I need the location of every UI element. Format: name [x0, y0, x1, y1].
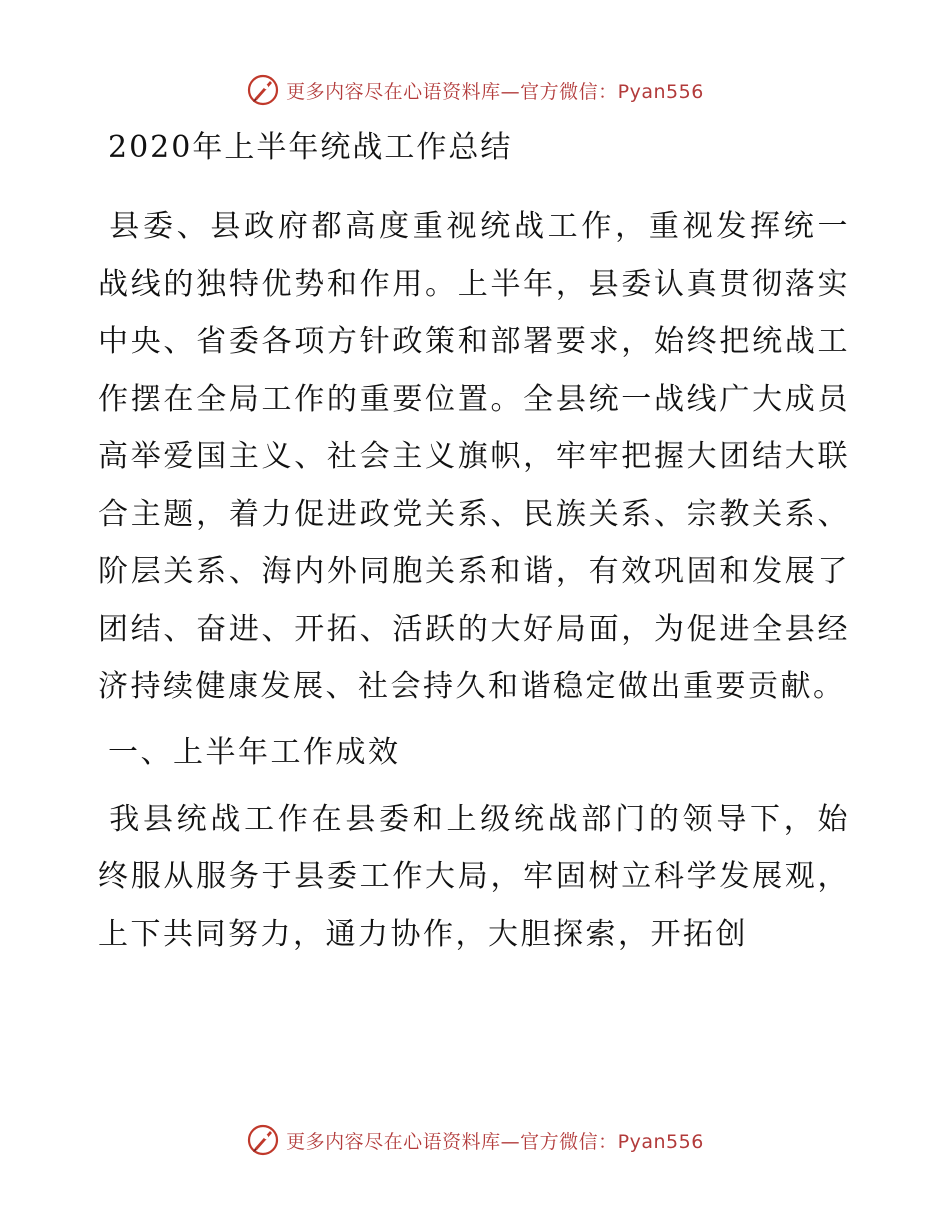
paragraph-text: 县委、县政府都高度重视统战工作，重视发挥统一战线的独特优势和作用。上半年，县委认真贯彻落实中央、省委各项方针政策和部署要求，始终把统战工作摆在全局工作的重要位置。全县统一战线广大成员高举爱国主义、社会主义旗帜，牢牢把握大团结大联合主题，着力促进政党关系、民族关系、宗教关系、阶层关系、海内外同胞关系和谐，有效巩固和发展了团结、奋进、开拓、活跃的大好局面，为促进全县经济持续健康发展、社会持久和谐稳定做出重要贡献。 [98, 209, 850, 704]
footer-watermark [0, 1120, 950, 1160]
watermark-text: 更多内容尽在心语资料库—官方微信：Pyan556 [286, 1130, 704, 1153]
paragraph [98, 198, 850, 716]
paragraph [98, 791, 850, 964]
document-title: 2020年上半年统战工作总结 [108, 130, 513, 165]
paragraph-text: 我县统战工作在县委和上级统战部门的领导下，始终服从服务于县委工作大局，牢固树立科学发展观，上下共同努力，通力协作，大胆探索，开拓创 [98, 801, 850, 952]
document-body [98, 120, 850, 971]
watermark-text: 更多内容尽在心语资料库—官方微信：Pyan556 [286, 80, 704, 103]
header-watermark [0, 70, 950, 110]
quill-pen-logo-icon [246, 73, 280, 107]
section-heading: 一、上半年工作成效 [108, 734, 401, 770]
quill-pen-logo-icon [246, 1123, 280, 1157]
